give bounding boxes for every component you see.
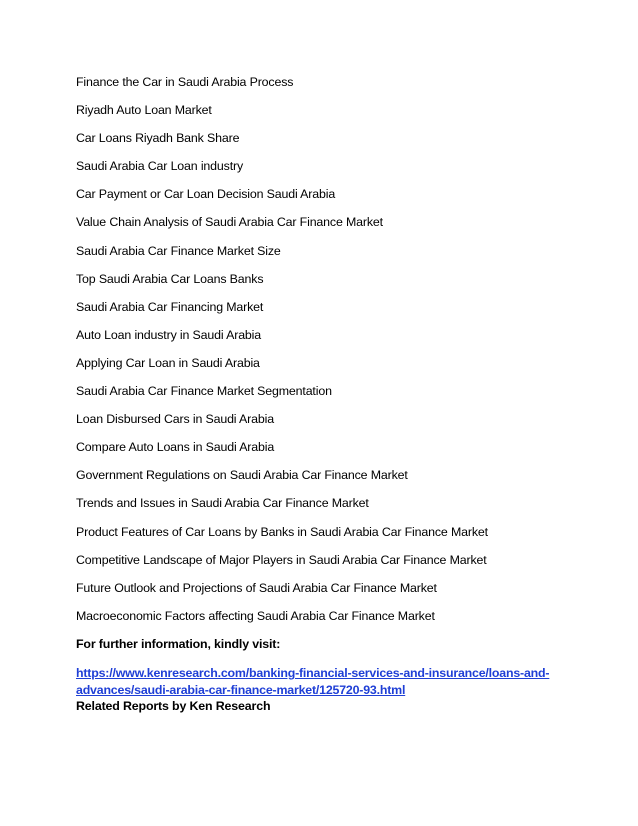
keyword-line: Top Saudi Arabia Car Loans Banks [76,271,264,286]
related-reports-heading: Related Reports by Ken Research [76,698,271,713]
keyword-line: Auto Loan industry in Saudi Arabia [76,327,262,342]
report-link[interactable] [76,665,576,699]
keyword-line: Future Outlook and Projections of Saudi Arabia Car Finance Market [76,580,437,595]
keyword-line: Riyadh Auto Loan Market [76,103,212,118]
keyword-line: Loan Disbursed Cars in Saudi Arabia [76,412,274,427]
report-link-line-1[interactable]: https://www.kenresearch.com/banking-financial-services-and-insurance/loans-and- [76,665,550,680]
keyword-line: Saudi Arabia Car Loan industry [76,159,244,174]
keyword-line: Finance the Car in Saudi Arabia Process [76,75,294,89]
keyword-line: Saudi Arabia Car Finance Market Size [76,243,281,258]
keyword-line: Car Payment or Car Loan Decision Saudi Arabia [76,187,336,202]
keyword-line: Competitive Landscape of Major Players in Saudi Arabia Car Finance Market [76,552,487,567]
keyword-line: Compare Auto Loans in Saudi Arabia [76,440,275,455]
keyword-line: Saudi Arabia Car Financing Market [76,299,264,314]
keyword-line: Applying Car Loan in Saudi Arabia [76,355,260,370]
keyword-line: Value Chain Analysis of Saudi Arabia Car Finance Market [76,215,383,230]
keyword-line: Government Regulations on Saudi Arabia Car Finance Market [76,468,408,483]
further-info-label: For further information, kindly visit: [76,636,281,651]
keyword-line: Macroeconomic Factors affecting Saudi Arabia Car Finance Market [76,608,435,623]
keyword-line: Product Features of Car Loans by Banks in Saudi Arabia Car Finance Market [76,524,488,539]
keyword-line: Car Loans Riyadh Bank Share [76,131,240,146]
report-link-line-2[interactable]: advances/saudi-arabia-car-finance-market/125720-93.html [76,682,406,697]
keyword-line: Saudi Arabia Car Finance Market Segmentation [76,384,332,399]
document-content [76,75,576,727]
keyword-line: Trends and Issues in Saudi Arabia Car Finance Market [76,496,369,511]
